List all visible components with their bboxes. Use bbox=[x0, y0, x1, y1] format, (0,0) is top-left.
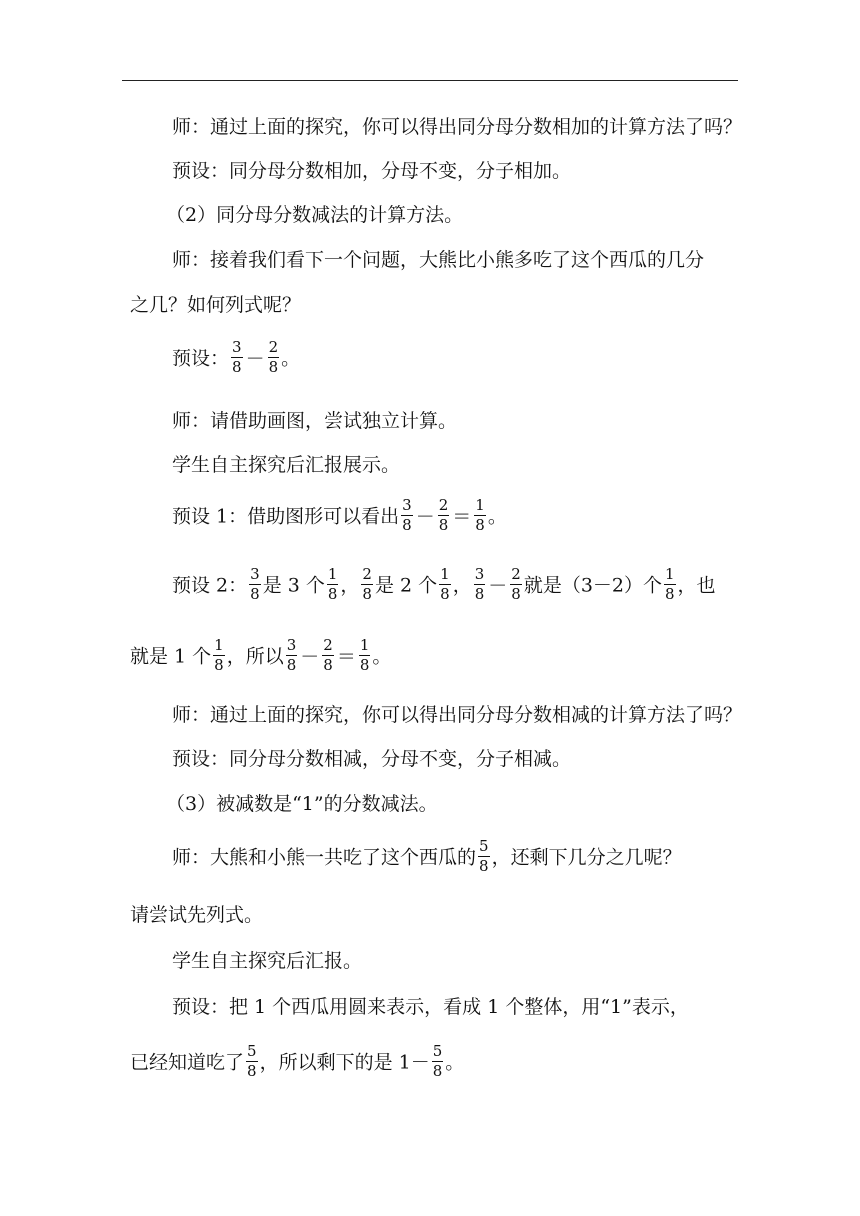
paragraph-11 bbox=[172, 706, 742, 725]
denominator: 8 bbox=[432, 1062, 443, 1080]
header-rule bbox=[122, 80, 738, 81]
paragraph-8 bbox=[172, 496, 507, 535]
paragraph-15 bbox=[130, 906, 263, 925]
text: 师：请借助画图，尝试独立计算。 bbox=[172, 410, 458, 432]
text: 就是 1 个 bbox=[130, 645, 212, 668]
fraction-5-8 bbox=[432, 1044, 444, 1079]
fraction-2-8 bbox=[322, 638, 334, 673]
denominator: 8 bbox=[327, 585, 338, 603]
fraction-2-8 bbox=[510, 567, 522, 602]
text: 预设：同分母分数相加，分母不变，分子相加。 bbox=[172, 160, 572, 182]
fraction-1-8 bbox=[213, 638, 225, 673]
equals-sign: ＝ bbox=[336, 645, 356, 668]
numerator: 1 bbox=[327, 565, 338, 583]
section-heading-3 bbox=[166, 795, 438, 814]
numerator: 3 bbox=[232, 338, 242, 356]
denominator: 8 bbox=[511, 585, 521, 603]
fraction-1-8 bbox=[327, 567, 339, 602]
text: 学生自主探究后汇报展示。 bbox=[172, 454, 401, 476]
numerator: 1 bbox=[214, 636, 224, 654]
text: ， bbox=[340, 574, 360, 597]
numerator: 1 bbox=[440, 565, 450, 583]
paragraph-4a bbox=[172, 251, 704, 270]
text: 预设 2： bbox=[172, 574, 248, 597]
numerator: 5 bbox=[432, 1042, 443, 1060]
numerator: 2 bbox=[511, 565, 521, 583]
text: （3）被减数是“1”的分数减法。 bbox=[166, 793, 438, 815]
paragraph-18 bbox=[130, 1042, 465, 1081]
fraction-3-8 bbox=[249, 567, 261, 602]
text: 预设 1：借助图形可以看出 bbox=[172, 505, 400, 528]
minus-sign: － bbox=[300, 645, 320, 668]
paragraph-5 bbox=[172, 338, 301, 377]
text: 预设：同分母分数相减，分母不变，分子相减。 bbox=[172, 748, 572, 770]
numerator: 3 bbox=[250, 565, 260, 583]
text: ， bbox=[452, 574, 472, 597]
minus-sign: － bbox=[415, 505, 435, 528]
denominator: 8 bbox=[286, 656, 297, 674]
numerator: 2 bbox=[323, 636, 333, 654]
denominator: 8 bbox=[232, 358, 242, 376]
paragraph-17 bbox=[172, 998, 689, 1017]
numerator: 2 bbox=[438, 496, 449, 514]
text: 。 bbox=[372, 645, 392, 668]
fraction-3-8 bbox=[474, 567, 486, 602]
denominator: 8 bbox=[479, 857, 489, 875]
paragraph-6 bbox=[172, 412, 457, 431]
numerator: 5 bbox=[479, 837, 489, 855]
text: 已经知道吃了 bbox=[130, 1051, 245, 1074]
numerator: 1 bbox=[665, 565, 675, 583]
paragraph-7 bbox=[172, 456, 400, 475]
paragraph-1 bbox=[172, 118, 742, 137]
text: ，所以 bbox=[226, 645, 284, 668]
denominator: 8 bbox=[250, 585, 260, 603]
text: 师：大熊和小熊一共吃了这个西瓜的 bbox=[172, 846, 477, 869]
fraction-3-8 bbox=[231, 340, 243, 375]
denominator: 8 bbox=[268, 358, 279, 376]
fraction-3-8 bbox=[286, 638, 298, 673]
paragraph-16 bbox=[172, 952, 362, 971]
denominator: 8 bbox=[214, 656, 224, 674]
denominator: 8 bbox=[402, 516, 412, 534]
denominator: 8 bbox=[323, 656, 333, 674]
fraction-5-8 bbox=[478, 839, 490, 874]
text: 预设： bbox=[172, 347, 230, 370]
numerator: 3 bbox=[402, 496, 412, 514]
paragraph-14 bbox=[172, 837, 682, 876]
fraction-5-8 bbox=[246, 1044, 258, 1079]
fraction-3-8 bbox=[401, 498, 413, 533]
numerator: 1 bbox=[359, 636, 370, 654]
minus-sign: － bbox=[488, 574, 508, 597]
numerator: 2 bbox=[268, 338, 279, 356]
numerator: 3 bbox=[286, 636, 297, 654]
text: 。 bbox=[445, 1051, 465, 1074]
denominator: 8 bbox=[665, 585, 675, 603]
text: 之几？如何列式呢？ bbox=[130, 294, 302, 316]
text: 是 3 个 bbox=[262, 574, 325, 597]
text: 师：通过上面的探究，你可以得出同分母分数相减的计算方法了吗？ bbox=[172, 704, 743, 726]
fraction-1-8 bbox=[359, 638, 371, 673]
text: 就是（3－2）个 bbox=[523, 574, 662, 597]
text: ，所以剩下的是 1－ bbox=[259, 1051, 430, 1074]
denominator: 8 bbox=[474, 585, 485, 603]
text: 请尝试先列式。 bbox=[130, 904, 264, 926]
paragraph-12 bbox=[172, 750, 571, 769]
paragraph-10 bbox=[130, 636, 392, 675]
text: 是 2 个 bbox=[374, 574, 438, 597]
numerator: 1 bbox=[475, 496, 485, 514]
fraction-2-8 bbox=[438, 498, 450, 533]
numerator: 2 bbox=[362, 565, 372, 583]
denominator: 8 bbox=[247, 1062, 257, 1080]
text: ，还剩下几分之几呢？ bbox=[491, 846, 682, 869]
fraction-1-8 bbox=[664, 567, 676, 602]
equals-sign: ＝ bbox=[452, 505, 472, 528]
denominator: 8 bbox=[475, 516, 485, 534]
text: 。 bbox=[487, 505, 507, 528]
section-heading-2 bbox=[166, 206, 463, 225]
fraction-2-8 bbox=[268, 340, 280, 375]
text: ，也 bbox=[677, 574, 716, 597]
fraction-2-8 bbox=[361, 567, 373, 602]
denominator: 8 bbox=[359, 656, 370, 674]
text: （2）同分母分数减法的计算方法。 bbox=[166, 204, 464, 226]
numerator: 3 bbox=[474, 565, 485, 583]
paragraph-4b bbox=[130, 296, 301, 315]
fraction-1-8 bbox=[439, 567, 451, 602]
text: 师：通过上面的探究，你可以得出同分母分数相加的计算方法了吗？ bbox=[172, 116, 743, 138]
denominator: 8 bbox=[438, 516, 449, 534]
paragraph-2 bbox=[172, 162, 571, 181]
numerator: 5 bbox=[247, 1042, 257, 1060]
denominator: 8 bbox=[362, 585, 372, 603]
text: 学生自主探究后汇报。 bbox=[172, 950, 363, 972]
paragraph-9 bbox=[172, 565, 716, 604]
denominator: 8 bbox=[440, 585, 450, 603]
text: 。 bbox=[281, 347, 301, 370]
text: 预设：把 1 个西瓜用圆来表示，看成 1 个整体，用“1”表示， bbox=[172, 996, 689, 1018]
fraction-1-8 bbox=[474, 498, 486, 533]
minus-sign: － bbox=[245, 347, 265, 370]
text: 师：接着我们看下一个问题，大熊比小熊多吃了这个西瓜的几分 bbox=[172, 249, 705, 271]
